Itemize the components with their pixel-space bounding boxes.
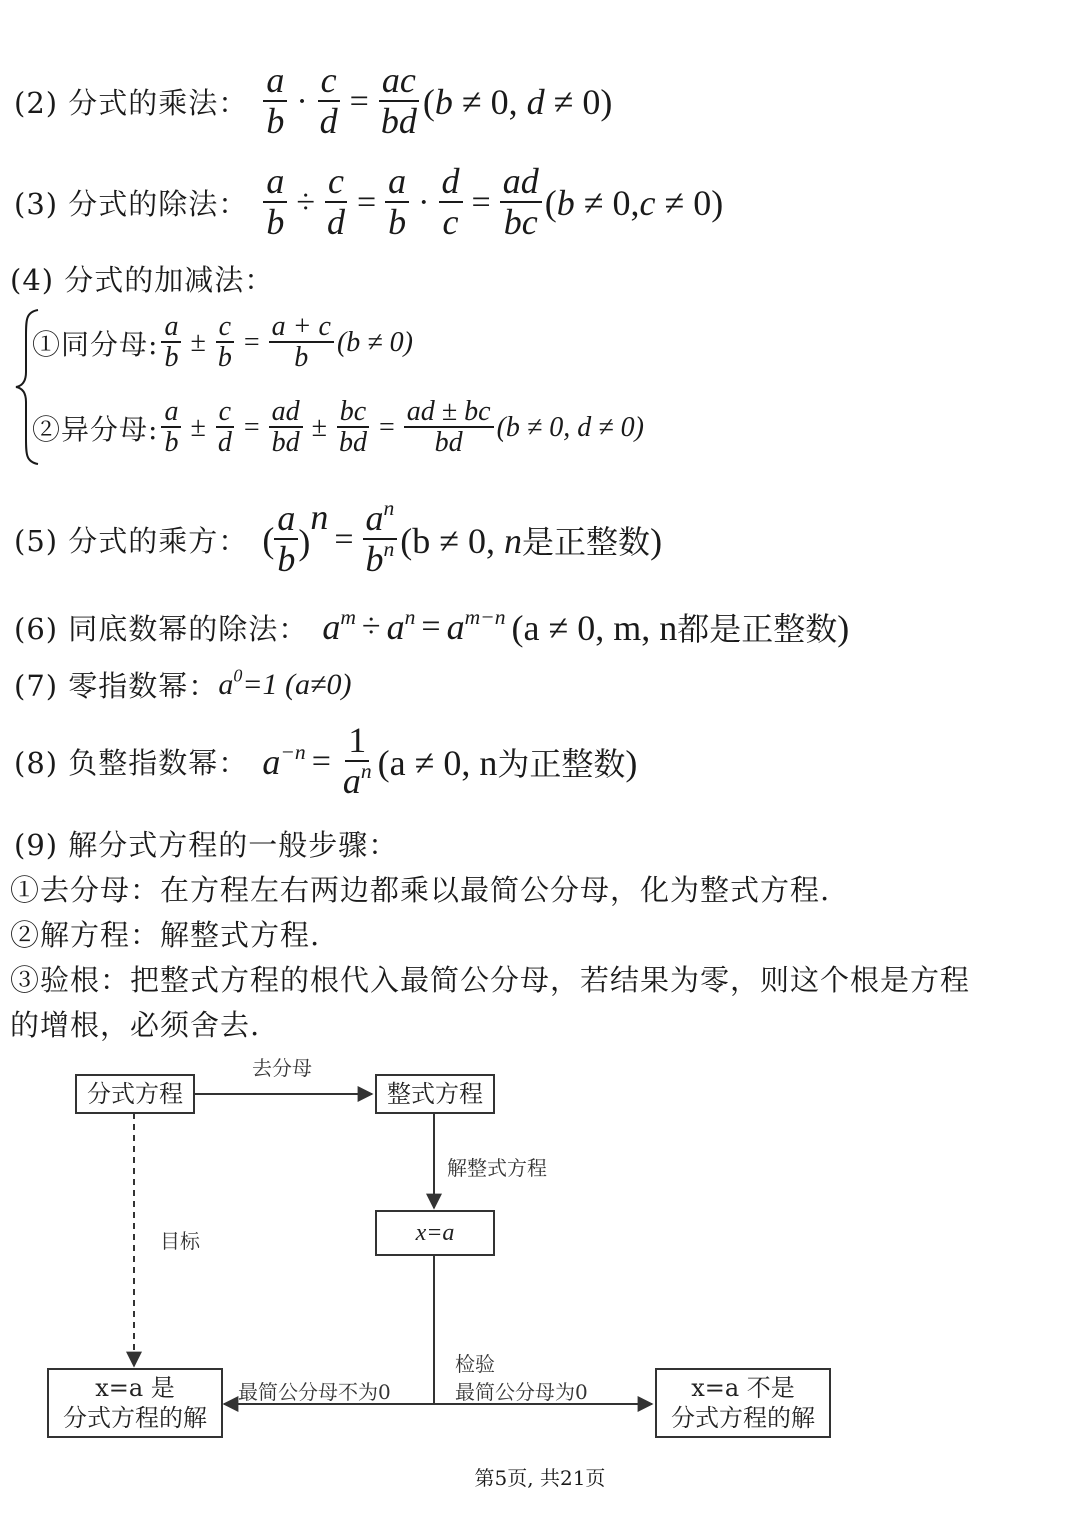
formula-label: (4) 分式的加减法： [10, 263, 275, 297]
step-3-continued: 的增根，必须舍去. [10, 1008, 261, 1042]
label-denominator-nonzero: 最简公分母不为0 [238, 1380, 391, 1404]
condition: (b ≠ 0, d ≠ 0) [422, 81, 613, 122]
formula-label: (5) 分式的乘方： [14, 524, 249, 559]
power-term: $a^n$ [386, 604, 416, 647]
operator: ÷ [296, 183, 315, 221]
operator: = [243, 327, 260, 359]
box-is-solution: x=a 是 分式方程的解 [47, 1368, 223, 1438]
formula-label: (3) 分式的除法： [14, 187, 249, 222]
condition: (b ≠ 0, n是正整数) [400, 520, 663, 561]
fraction: $\frac{c}{b}$ [215, 312, 235, 374]
formula-different-denominator [32, 397, 644, 459]
operator: ± [190, 327, 206, 359]
fraction: $\frac{a}{b}$ [263, 62, 287, 141]
operator: = [334, 520, 354, 558]
operator: = [311, 742, 331, 780]
formula-power-division [14, 604, 849, 650]
fraction: $\frac{d}{c}$ [439, 163, 463, 242]
box-x-equals-a: x=a [375, 1210, 495, 1256]
zero-exponent-expression: $a^0=1$ (a≠0) [218, 664, 352, 701]
fraction: $\frac{a + c}{b}$ [269, 312, 334, 374]
fraction: $\frac{c}{d}$ [326, 161, 345, 242]
formula-negative-exponent [14, 722, 637, 801]
operator: · [296, 82, 308, 120]
fraction: $\frac{ad \pm bc}{bd}$ [404, 397, 494, 459]
page-footer: 第5页, 共21页 [474, 1466, 606, 1490]
fraction: $\frac{a}{b}$ [385, 163, 409, 242]
label-solve-integral: 解整式方程 [447, 1156, 547, 1180]
steps-title: (9) 解分式方程的一般步骤： [14, 828, 399, 862]
step-2: ②解方程：解整式方程. [10, 918, 321, 952]
formula-power [14, 495, 663, 579]
formula-label: (8) 负整指数幂： [14, 746, 249, 781]
fraction: $\frac{1}{a^n}$ [342, 720, 372, 801]
operator: ÷ [361, 608, 381, 645]
box-integral-equation: 整式方程 [375, 1074, 495, 1114]
operator: = [421, 608, 441, 645]
fraction: $\frac{c}{d}$ [215, 397, 235, 459]
condition: (b ≠ 0, d ≠ 0) [496, 412, 644, 444]
formula-label: ①同分母: [32, 328, 159, 362]
fraction: $\frac{a}{b}$ [274, 500, 298, 579]
operator: = [349, 82, 369, 120]
fraction: $\frac{ad}{bd}$ [269, 397, 303, 459]
operator: · [418, 183, 430, 221]
condition: (a ≠ 0, n为正整数) [377, 742, 638, 783]
paren: ( [262, 519, 275, 560]
formula-same-denominator [32, 312, 413, 374]
operator: ± [311, 412, 327, 444]
box-not-solution: x=a 不是 分式方程的解 [655, 1368, 831, 1438]
step-3: ③验根：把整式方程的根代入最简公分母，若结果为零，则这个根是方程 [10, 963, 971, 997]
fraction: $\frac{a}{b}$ [161, 397, 181, 459]
condition: (a ≠ 0, m, n都是正整数) [511, 608, 850, 648]
operator: ± [190, 412, 206, 444]
condition: (b ≠ 0) [336, 327, 413, 359]
formula-division [14, 163, 723, 242]
fraction: $\frac{a^n}{b^n}$ [363, 500, 398, 579]
power-term: $a^m$ [322, 604, 356, 647]
label-clear-denominator: 去分母 [252, 1056, 312, 1080]
formula-label: (2) 分式的乘法： [14, 86, 249, 121]
box-fractional-equation: 分式方程 [75, 1074, 195, 1114]
label-goal: 目标 [160, 1229, 200, 1253]
fraction: $\frac{a}{b}$ [263, 163, 287, 242]
formula-multiplication [14, 62, 612, 141]
formula-label: ②异分母: [32, 413, 159, 447]
step-1: ①去分母：在方程左右两边都乘以最简公分母，化为整式方程. [10, 873, 831, 907]
paren: )$^n$ [298, 496, 329, 562]
operator: = [356, 183, 377, 221]
operator: = [378, 412, 395, 444]
power-term: $a^{m-n}$ [446, 604, 506, 647]
formula-zero-exponent [14, 664, 352, 705]
operator: = [471, 183, 491, 221]
fraction: $\frac{c}{d}$ [319, 60, 338, 141]
condition: (b ≠ 0,c ≠ 0) [544, 182, 724, 223]
label-check: 检验 [455, 1352, 495, 1376]
formula-label: (6) 同底数幂的除法： [14, 611, 309, 646]
fraction: $\frac{bc}{bd}$ [336, 397, 370, 459]
fraction: $\frac{ad}{bc}$ [500, 163, 542, 242]
fraction: $\frac{ac}{bd}$ [380, 60, 417, 141]
label-denominator-zero: 最简公分母为0 [455, 1380, 588, 1404]
fraction: $\frac{a}{b}$ [161, 312, 181, 374]
operator: = [243, 412, 260, 444]
power-term: $a^{-n}$ [262, 739, 306, 782]
formula-label: (7) 零指数幂： [14, 669, 219, 703]
